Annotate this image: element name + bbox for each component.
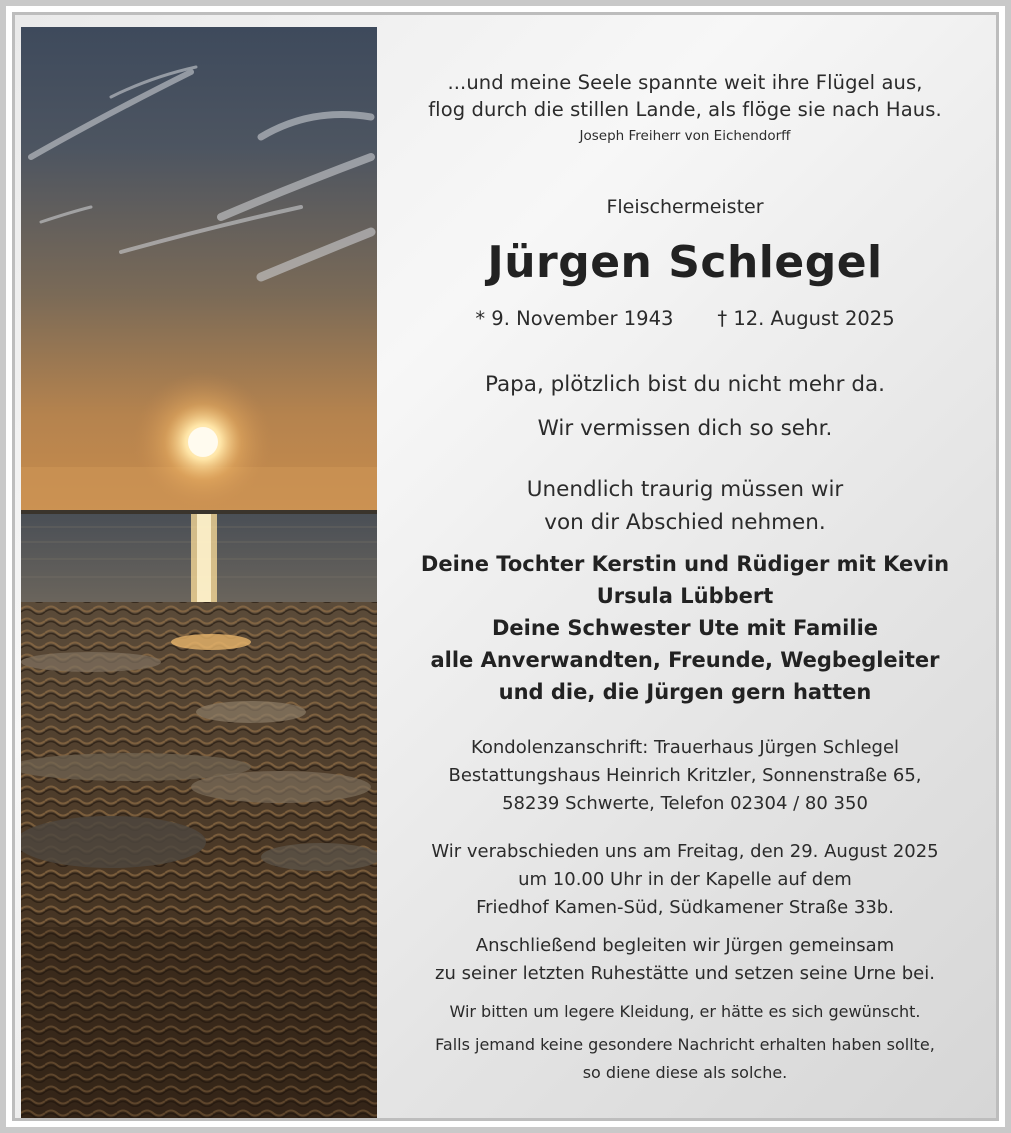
obituary-text	[386, 27, 984, 1118]
note-line: Wir bitten um legere Kleidung, er hätte es sich gewünscht.	[449, 1002, 921, 1021]
message-line: von dir Abschied nehmen.	[544, 510, 826, 535]
farewell-info: Friedhof Kamen-Süd, Südkamener Straße 33b.	[476, 897, 894, 918]
farewell-info: um 10.00 Uhr in der Kapelle auf dem	[518, 869, 852, 890]
sunset-beach-photo	[21, 27, 377, 1118]
message-line: Papa, plötzlich bist du nicht mehr da.	[484, 372, 886, 397]
farewell-info: Wir verabschieden uns am Freitag, den 29. August 2025	[431, 841, 939, 862]
burial-info: Anschließend begleiten wir Jürgen gemeinsam	[475, 935, 895, 956]
note-line: so diene diese als solche.	[582, 1063, 788, 1082]
mourner-line: Deine Tochter Kerstin und Rüdiger mit Kevin	[420, 552, 950, 576]
message-line: Unendlich traurig müssen wir	[526, 477, 844, 502]
mourner-line: Ursula Lübbert	[596, 584, 774, 608]
mourner-line: Deine Schwester Ute mit Familie	[491, 616, 879, 640]
death-date: † 12. August 2025	[717, 307, 895, 330]
quote-author: Joseph Freiherr von Eichendorff	[579, 128, 791, 144]
quote-line: flog durch die stillen Lande, als flöge sie nach Haus.	[428, 98, 942, 121]
mourner-line: und die, die Jürgen gern hatten	[498, 680, 872, 704]
life-dates	[386, 307, 984, 330]
condolence-address: 58239 Schwerte, Telefon 02304 / 80 350	[502, 793, 868, 814]
message-line: Wir vermissen dich so sehr.	[537, 416, 833, 441]
burial-info: zu seiner letzten Ruhestätte und setzen seine Urne bei.	[435, 963, 935, 984]
birth-date: * 9. November 1943	[475, 307, 674, 330]
quote-line: ...und meine Seele spannte weit ihre Flügel aus,	[447, 71, 923, 94]
note-line: Falls jemand keine gesondere Nachricht erhalten haben sollte,	[435, 1035, 935, 1054]
condolence-address: Bestattungshaus Heinrich Kritzler, Sonnenstraße 65,	[448, 765, 922, 786]
condolence-address: Kondolenzanschrift: Trauerhaus Jürgen Schlegel	[470, 737, 900, 758]
profession: Fleischermeister	[606, 196, 764, 218]
deceased-name: Jürgen Schlegel	[487, 237, 883, 288]
mourner-line: alle Anverwandten, Freunde, Wegbegleiter	[430, 648, 940, 672]
